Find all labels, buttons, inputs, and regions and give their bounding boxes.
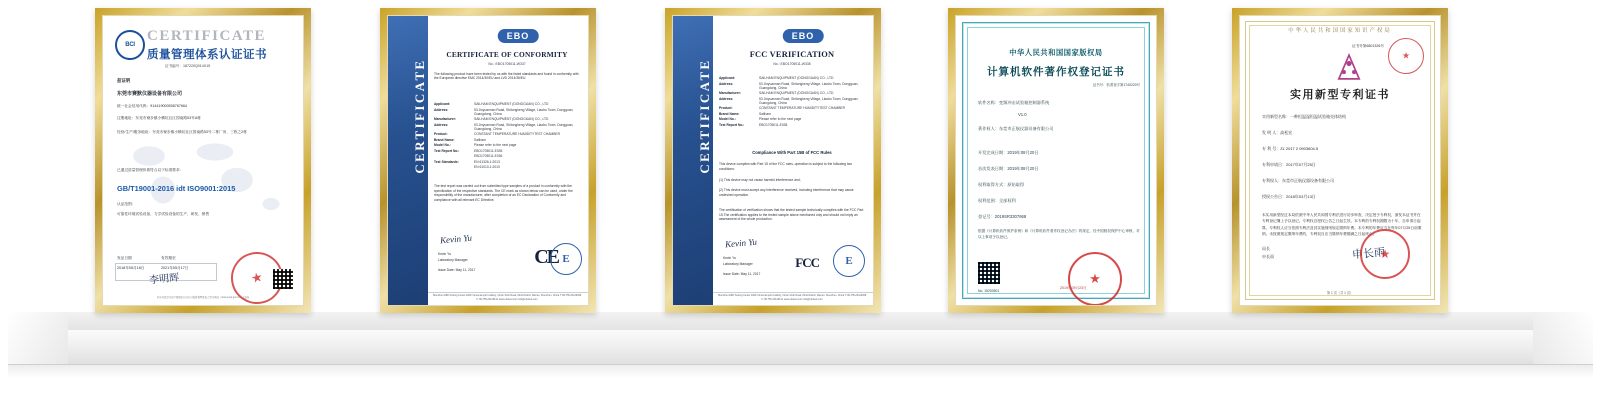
gold-frame bbox=[948, 8, 1164, 313]
expiry-date-value: 2021年05月17日 bbox=[161, 266, 189, 270]
footer-note: 本证书信息可在中国国家认证认可监督管理委员会官方网站（www.cnca.gov.cn）上查询 bbox=[156, 296, 250, 299]
field-key: Manufacturer: bbox=[434, 117, 456, 121]
row-registration-no bbox=[978, 214, 1140, 220]
certificate-number-value: 187220Q014X15 bbox=[182, 64, 211, 68]
field-key: Brand Name: bbox=[434, 137, 455, 142]
field-value: EBO1705011-E038 bbox=[759, 122, 788, 127]
expiry-date-label: 有效期至 bbox=[161, 256, 176, 260]
certificate-page bbox=[955, 15, 1157, 306]
fcc-mark-icon: FCC bbox=[795, 255, 819, 270]
field-key: Brand Name: bbox=[719, 111, 740, 116]
field-value: SAILHAM ENQUIPMENT (DONGGUAN) CO., LTD bbox=[474, 102, 549, 106]
field-value: 原始取得 bbox=[1007, 182, 1025, 187]
shelf-top-surface bbox=[8, 312, 1593, 330]
gold-frame bbox=[95, 8, 311, 313]
issue-date-value: May 11, 2017 bbox=[455, 268, 476, 272]
field-value: Sailham bbox=[759, 111, 771, 116]
field-key: 发 明 人： bbox=[1262, 130, 1281, 135]
signer-role: Laboratory Manager bbox=[723, 262, 753, 266]
field-key: 权利取得方式： bbox=[978, 182, 1008, 187]
issue-date-label: Issue Date: bbox=[723, 272, 740, 276]
qr-code-icon bbox=[273, 269, 293, 289]
certificate-number-label: No.: bbox=[488, 62, 495, 66]
certificate-number bbox=[165, 64, 210, 69]
certificate-title: 质量管理体系认证证书 bbox=[147, 49, 267, 61]
field-key: Test Standards: bbox=[434, 159, 459, 164]
field-key: Address: bbox=[434, 122, 449, 127]
certificate-number-label: 证书号： bbox=[1092, 83, 1107, 87]
field-key: Model No.: bbox=[719, 117, 736, 121]
authorized-signature: 李明辉 bbox=[148, 272, 180, 287]
field-value: 53 Jinyuannan Road, Shitongkeng Village, Liaobu Town, Dongguan, Guangdong, China bbox=[759, 81, 859, 90]
field-value: 全部权利 bbox=[998, 198, 1016, 203]
field-value: 东莞市正航仪器设备有限公司 bbox=[998, 126, 1054, 131]
qr-code-icon bbox=[978, 262, 1000, 284]
field-value: CONSTANT TEMPERATURE HUMIDITYTEST CHAMBER bbox=[474, 132, 560, 136]
field-value: ZL 2017 2 0903604.5 bbox=[1280, 146, 1319, 151]
certificate-title: FCC VERIFICATION bbox=[749, 50, 835, 59]
certificate-watermark-text: CERTIFICATE bbox=[147, 28, 267, 44]
issue-date-value: May 11, 2017 bbox=[740, 272, 761, 276]
issue-date-label: 发证日期 bbox=[117, 256, 132, 260]
certificate-title: CERTIFICATE OF CONFORMITY bbox=[446, 50, 568, 59]
field-brand bbox=[434, 138, 580, 142]
field-product bbox=[719, 106, 865, 110]
standard-reference: GB/T19001-2016 idt ISO9001:2015 bbox=[117, 184, 236, 193]
gold-frame bbox=[380, 8, 596, 313]
side-watermark-text: CERTIFICATE bbox=[697, 58, 712, 174]
field-value: CONSTANT TEMPERATURE HUMIDITYTEST CHAMBER bbox=[759, 106, 845, 110]
issuing-authority: 中华人民共和国国家版权局 bbox=[1009, 48, 1103, 57]
row-acquisition bbox=[978, 182, 1140, 188]
red-seal-stamp bbox=[1068, 252, 1122, 306]
operating-address: 经营/生产/服务地址：东莞市寮步镇小横坑社区园南路53号二栋厂房、三栋之2栋 bbox=[117, 130, 247, 134]
field-key: Product: bbox=[719, 106, 733, 110]
row-grant-date bbox=[1262, 194, 1422, 200]
top-red-seal-stamp bbox=[1388, 38, 1424, 74]
blue-side-bar bbox=[388, 16, 428, 305]
compliance-statement: This device complies with Part 15 of the FCC rules, operation is subject to the following two conditions: bbox=[719, 162, 853, 171]
side-watermark-text: CERTIFICATE bbox=[412, 58, 427, 174]
shelf-left-edge bbox=[8, 312, 68, 364]
certificate-number bbox=[719, 62, 865, 66]
lab-footer: Shenzhen EBO Testing Center 4008, Financial port building, Xin'an Sixth Road, 82nd District, Bao'an, Shenzhen, China T: 86-755-23129458 F: 86-755-23129141 www.ebotest.com info@ebotest.com bbox=[717, 294, 867, 301]
field-value: Sailham bbox=[474, 137, 486, 142]
world-map-watermark bbox=[111, 126, 304, 236]
field-value: 2019SR3307668 bbox=[994, 214, 1027, 219]
signer-role: Laboratory Manager bbox=[438, 258, 468, 262]
field-key: Model No.: bbox=[434, 143, 451, 147]
row-patent-no bbox=[1262, 146, 1422, 152]
issue-date bbox=[723, 272, 813, 276]
field-key: 软件名称： bbox=[978, 100, 999, 105]
row-copyright-owner bbox=[978, 126, 1140, 132]
field-product bbox=[434, 132, 580, 136]
verification-note: The certification of verification shows that the tested sample technically complies with the FCC Part 15.The certification applies to the tested sample above mentioned only and should not imply an assessment of the whole production. bbox=[719, 208, 864, 222]
field-value: 2019年08月20日 bbox=[1007, 150, 1039, 155]
field-key: 专利权人： bbox=[1262, 178, 1282, 183]
field-key: 实用新型名称： bbox=[1262, 114, 1290, 119]
row-software-name bbox=[978, 100, 1140, 106]
row-inventor bbox=[1262, 130, 1422, 136]
director-name: 申长雨 bbox=[1262, 254, 1274, 259]
field-manufacturer bbox=[719, 91, 865, 95]
field-value: 一种恒温湿恒温试验箱壳体结构 bbox=[1290, 114, 1346, 119]
field-key: Manufacturer: bbox=[719, 91, 741, 95]
certificate-page bbox=[102, 15, 304, 306]
issuing-authority: 中华人民共和国国家知识产权局 bbox=[1288, 28, 1392, 34]
field-key: Applicant: bbox=[719, 76, 736, 80]
field-report-no-2 bbox=[434, 154, 580, 158]
certificate-software-copyright[interactable] bbox=[948, 8, 1164, 313]
serial-number: No. 15200501 bbox=[978, 289, 1000, 293]
ebo-logo-badge: EBO bbox=[783, 29, 824, 43]
field-value: EN 61010-1:2010 bbox=[474, 165, 500, 169]
scope-label: 认证范围： bbox=[117, 202, 136, 206]
certificate-number-label: 证书编号： bbox=[165, 64, 183, 68]
row-dev-date bbox=[978, 150, 1140, 156]
certificate-page bbox=[1239, 15, 1441, 306]
field-value: EBO1705011-E036 bbox=[474, 154, 503, 158]
field-value: Please refer to the next page bbox=[759, 117, 802, 121]
certificate-number-label: 证书号第 bbox=[1352, 44, 1367, 48]
intro-text: The following product have been tested by us with the listed standards and found in conformity with the European directive EMC 2014/30/EU and LVD 2014/35/EU. bbox=[434, 72, 579, 80]
field-key: 专 利 号： bbox=[1262, 146, 1281, 151]
applicant-fields bbox=[434, 102, 580, 171]
certificate-number-label: No.: bbox=[773, 62, 780, 66]
certificate-title: 实用新型专利证书 bbox=[1290, 89, 1390, 101]
field-value: EBO1705011-E035 bbox=[474, 148, 503, 153]
row-rights-scope bbox=[978, 198, 1140, 204]
signer-name: Kevin Yu bbox=[438, 252, 451, 256]
field-model bbox=[719, 117, 865, 121]
field-key: Address: bbox=[719, 96, 734, 101]
ebo-logo-badge: EBO bbox=[498, 29, 539, 43]
field-standards-2 bbox=[434, 165, 580, 169]
gold-frame bbox=[1232, 8, 1448, 313]
field-applicant bbox=[719, 76, 865, 80]
certificate-number-value: EBO1705011-W335 bbox=[780, 62, 811, 66]
field-value: 53 Jinyuannan Road, Shitongkeng Village, Liaobu Town, Dongguan, Guangdong, China bbox=[759, 96, 859, 105]
field-key: 开发完成日期： bbox=[978, 150, 1008, 155]
e-mark-icon: E bbox=[833, 245, 865, 277]
field-key: 专利申请日： bbox=[1262, 162, 1286, 167]
ce-mark-icon: CE bbox=[534, 246, 558, 268]
certificate-ce-conformity[interactable] bbox=[380, 8, 596, 313]
condition-1: (1) This device may not cause harmful interference and; bbox=[719, 178, 801, 182]
issue-date-value: 2018年05月18日 bbox=[117, 266, 145, 270]
signer-name: Kevin Yu bbox=[723, 256, 736, 260]
regulation-note: 根据《计算机软件保护条例》和《计算机软件著作权登记办法》的规定，经中国版权保护中心审核，对以上事项予以登记。 bbox=[978, 229, 1140, 239]
field-value: 2018年03月13日 bbox=[1286, 194, 1316, 199]
field-key: Test Report No.: bbox=[719, 122, 745, 127]
field-key: 授权公告日： bbox=[1262, 194, 1286, 199]
accreditation-logo-icon: BCI bbox=[115, 30, 145, 60]
field-key: Test Report No.: bbox=[434, 148, 460, 153]
signature-script: Kevin Yu bbox=[724, 236, 758, 250]
field-standards bbox=[434, 160, 580, 164]
field-applicant bbox=[434, 102, 580, 106]
field-report-no bbox=[434, 149, 580, 153]
issue-date bbox=[438, 268, 528, 272]
red-seal-stamp bbox=[1360, 229, 1410, 279]
field-key: Address: bbox=[719, 81, 734, 86]
certificate-number bbox=[1352, 44, 1384, 49]
conformity-statement: The test report was carried out from submitted type samples of a product in conformity with the specification of the respective standards. The CE mark as shown below can be used, under the responsibility of the manufacturer, after completion of an EC Declaration of Conformity and compliance with all relevant EC Directive. bbox=[434, 184, 573, 202]
cnipa-logo-icon bbox=[1332, 50, 1366, 84]
certificate-number-value: 6801326号 bbox=[1366, 44, 1384, 48]
shelf-shadow bbox=[8, 364, 1593, 378]
field-value: SAILHAM ENQUIPMENT (DONGGUAN) CO., LTD bbox=[759, 91, 834, 95]
field-key: 首次发表日期： bbox=[978, 166, 1008, 171]
certificate-page bbox=[672, 15, 874, 306]
row-version: V1.0 bbox=[1018, 112, 1027, 117]
field-key bbox=[434, 154, 474, 158]
director-signature: 申长雨 bbox=[1351, 246, 1386, 262]
field-model bbox=[434, 143, 580, 147]
row-application-date bbox=[1262, 162, 1422, 168]
director-label: 局长 bbox=[1262, 246, 1270, 251]
row-patentee bbox=[1262, 178, 1422, 184]
compliance-headline: Compliance With Part 15B of FCC Rules bbox=[752, 150, 832, 155]
gold-frame bbox=[665, 8, 881, 313]
lab-footer: Shenzhen EBO Testing Center 4008, Financial port building, Xin'an Sixth Road, 82nd District, Bao'an, Shenzhen, China T: 86-755-23129458 F: 86-755-23129141 www.ebotest.com info@ebotest.com bbox=[432, 294, 582, 301]
field-address-2 bbox=[719, 97, 865, 105]
field-key: Address: bbox=[434, 107, 449, 112]
field-value: 变频冲击试验箱控制器系统 bbox=[998, 100, 1050, 105]
footer-divider bbox=[428, 292, 588, 293]
field-key: Applicant: bbox=[434, 102, 451, 106]
company-name: 东莞市赛默仪器设备有限公司 bbox=[117, 91, 183, 97]
certificate-fcc-verification[interactable] bbox=[665, 8, 881, 313]
field-key: 登记号： bbox=[978, 214, 995, 219]
row-invention-name bbox=[1262, 114, 1422, 120]
conformance-statement: 已通过质量管理体系符合以下标准要求： bbox=[117, 168, 184, 172]
field-value: 2019年08月20日 bbox=[1007, 166, 1039, 171]
field-value: SAILHAM ENQUIPMENT (DONGGUAN) CO., LTD bbox=[759, 76, 834, 80]
certificate-number-value: 软著登字第1740220号 bbox=[1106, 83, 1140, 87]
legal-paragraph: 本实用新型经过本局依照中华人民共和国专利法进行初步审查，决定授予专利权，颁发本证书并在专利登记簿上予以登记。专利权自授权公告之日起生效。本专利的专利权期限为十年，自申请日起算。专利权人应当依照专利法及其实施细则规定缴纳年费。本专利的年费应当在每年07月25日前缴纳。未按照规定缴纳年费的，专利权自应当缴纳年费期满之日起终止。 bbox=[1262, 213, 1422, 237]
field-key: Product: bbox=[434, 132, 448, 136]
certificate-utility-patent[interactable] bbox=[1232, 8, 1448, 313]
scope-text: 可靠性环境试验设备、力学试验设备的生产、研发、销售 bbox=[117, 212, 210, 216]
applicant-fields bbox=[719, 76, 865, 128]
field-value: 2017年07月25日 bbox=[1286, 162, 1316, 167]
shelf-right-edge bbox=[1533, 312, 1593, 364]
certificate-number-value: EBO1705011-W337 bbox=[495, 62, 526, 66]
certificate-iso9001[interactable] bbox=[95, 8, 311, 313]
credit-code: 统一社会信用代码：914419000506767664 bbox=[117, 104, 188, 108]
certificate-page bbox=[387, 15, 589, 306]
field-value: Please refer to the next page bbox=[474, 143, 517, 147]
field-address-2 bbox=[434, 123, 580, 131]
certificate-number bbox=[434, 62, 580, 66]
field-address bbox=[719, 82, 865, 90]
issue-date-value: 2019年09月23日 bbox=[1060, 286, 1087, 290]
blue-side-bar bbox=[673, 16, 713, 305]
field-value: 高松宏 bbox=[1280, 130, 1293, 135]
field-value: 53 Jinyuannan Road, Shitongkeng Village, Liaobu Town, Dongguan, Guangdong, China bbox=[474, 122, 574, 131]
certificate-title: 计算机软件著作权登记证书 bbox=[987, 66, 1125, 78]
row-publish-date bbox=[978, 166, 1140, 172]
field-value: SAILHAM ENQUIPMENT (DONGGUAN) CO., LTD bbox=[474, 117, 549, 121]
certificate-number bbox=[978, 82, 1140, 87]
signature-script: Kevin Yu bbox=[439, 232, 473, 246]
page-footer: 第 1 页（共 1 页） bbox=[1326, 291, 1354, 295]
field-value: 53 Jinyuannan Road, Shitongkeng Village, Liaobu Town, Dongguan, Guangdong, China bbox=[474, 107, 574, 116]
field-key bbox=[434, 165, 474, 169]
field-value: 东莞市正航仪器设备有限公司 bbox=[1282, 178, 1334, 183]
field-manufacturer bbox=[434, 117, 580, 121]
field-value: EN 61326-1:2013 bbox=[474, 159, 500, 164]
field-report-no bbox=[719, 123, 865, 127]
attest-label: 兹证明 bbox=[117, 78, 131, 83]
field-address bbox=[434, 108, 580, 116]
condition-2: (2) This device must accept any interference received, including interference that may cause undesired operation. bbox=[719, 188, 854, 197]
director-labels bbox=[1262, 245, 1274, 261]
field-brand bbox=[719, 112, 865, 116]
registered-address: 注册地址：东莞市寮步镇小横坑社区园南路53号A栋 bbox=[117, 116, 201, 120]
field-key: 权利范围： bbox=[978, 198, 999, 203]
field-key: 著作权人： bbox=[978, 126, 999, 131]
shelf-front-face bbox=[8, 330, 1593, 365]
footer-divider bbox=[713, 292, 873, 293]
e-mark-icon: E bbox=[550, 243, 582, 275]
issue-date-label: Issue Date: bbox=[438, 268, 455, 272]
